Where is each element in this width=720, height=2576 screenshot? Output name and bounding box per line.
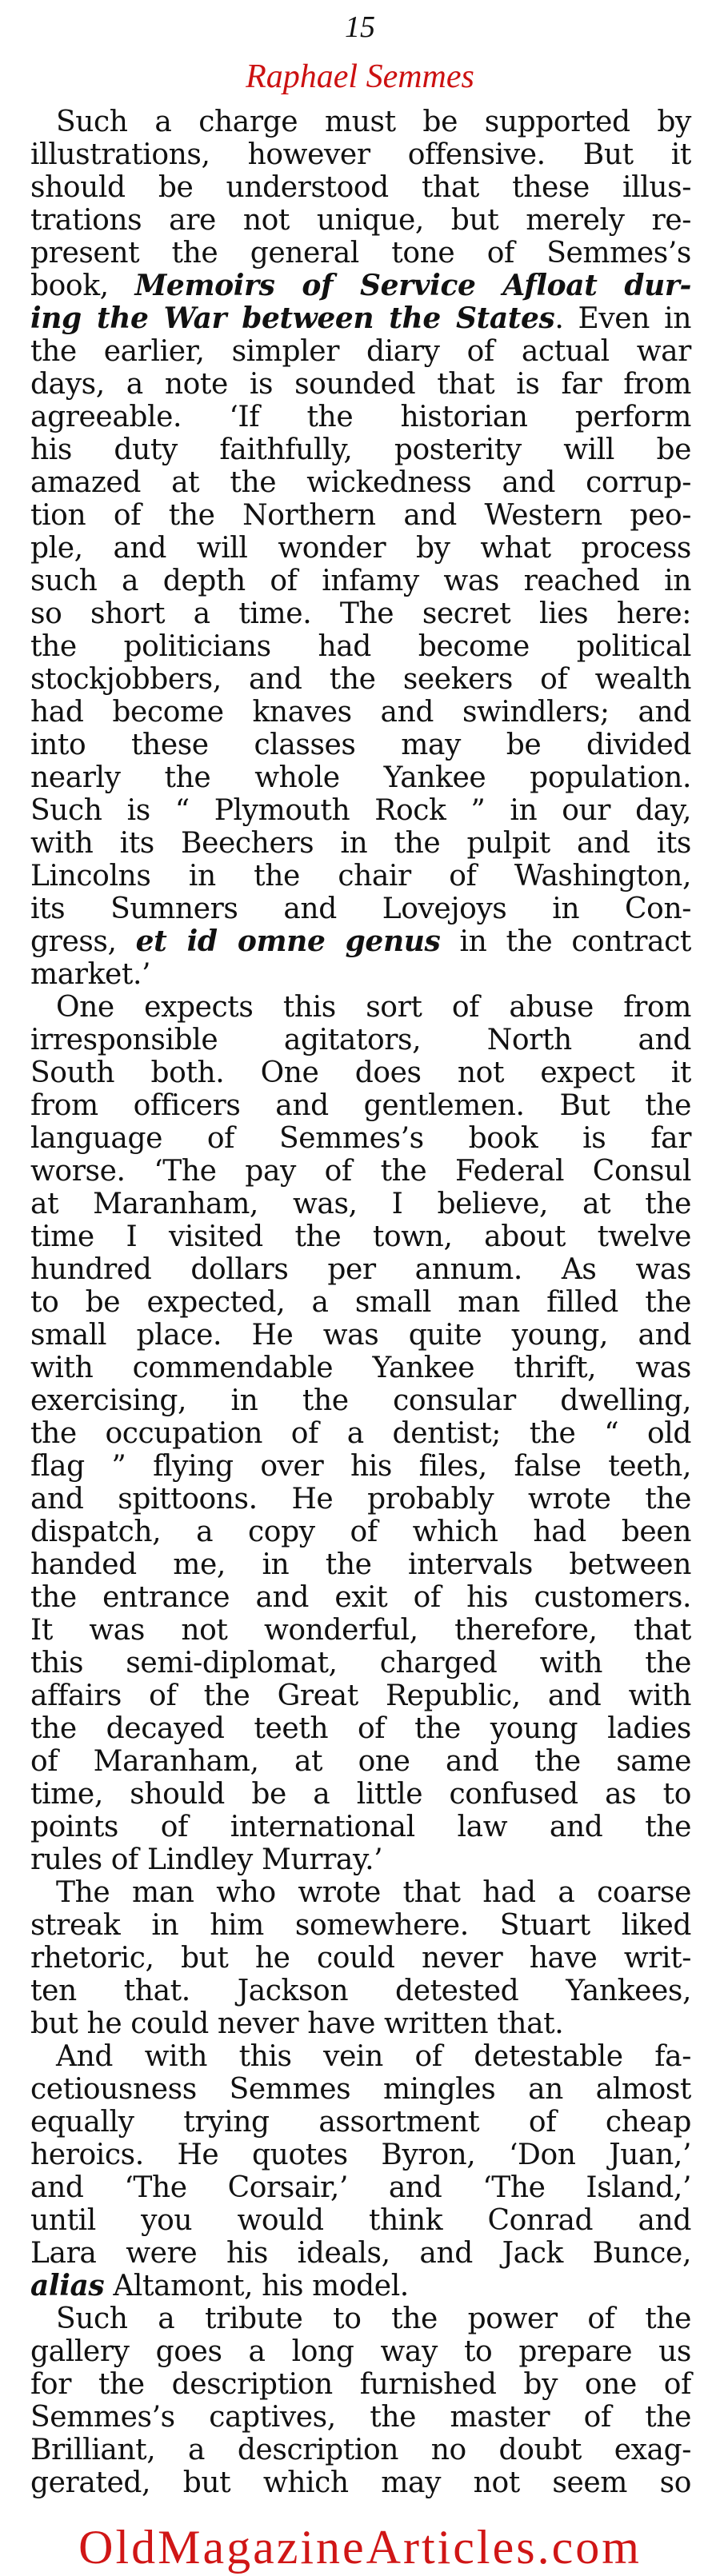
text-line (30, 1614, 691, 1647)
line-italic-text: et id omne genus (135, 925, 441, 958)
line-text: from officers and gentlemen. But the (30, 1089, 691, 1122)
line-text: the decayed teeth of the young ladies (30, 1712, 691, 1745)
text-line (30, 893, 691, 925)
line-italic-text: Memoirs of Service Afloat dur- (134, 269, 691, 302)
line-text: rhetoric, but he could never have writ- (30, 1942, 691, 1975)
line-text: tion of the Northern and Western peo- (30, 499, 691, 532)
text-line (30, 1450, 691, 1483)
text-line (30, 335, 691, 368)
text-line (30, 794, 691, 827)
line-text: into these classes may be divided (30, 729, 691, 761)
line-text: It was not wonderful, therefore, that (30, 1614, 691, 1647)
text-line (30, 2302, 691, 2335)
text-line (30, 1843, 691, 1876)
line-text: handed me, in the intervals between (30, 1548, 691, 1581)
text-line (30, 630, 691, 663)
line-text: gallery goes a long way to prepare us (30, 2335, 691, 2368)
line-text: gress, (30, 925, 136, 958)
line-text: for the description furnished by one of (30, 2368, 691, 2401)
text-line (30, 696, 691, 729)
line-text-continued: in the contract (440, 925, 691, 958)
line-text: market.’ (30, 958, 151, 991)
line-text: time I visited the town, about twelve (30, 1220, 691, 1253)
line-text: language of Semmes’s book is far (30, 1122, 691, 1155)
text-line (30, 1516, 691, 1548)
text-line (30, 2237, 691, 2270)
text-line (30, 1089, 691, 1122)
article-body (30, 106, 691, 2499)
line-text: affairs of the Great Republic, and with (30, 1679, 691, 1712)
text-line (30, 729, 691, 761)
text-line (30, 270, 691, 302)
text-line (30, 2139, 691, 2171)
text-line (30, 171, 691, 204)
text-line (30, 1384, 691, 1417)
text-line (30, 499, 691, 532)
text-line (30, 1679, 691, 1712)
text-line (30, 827, 691, 860)
text-line (30, 1581, 691, 1614)
text-line (30, 2466, 691, 2499)
line-text: Such a charge must be supported by (56, 106, 691, 138)
line-text: Such a tribute to the power of the (56, 2302, 691, 2335)
line-text: trations are not unique, but merely re- (30, 204, 691, 237)
line-text: of Maranham, at one and the same (30, 1745, 691, 1778)
line-text: with commendable Yankee thrift, was (30, 1352, 691, 1384)
line-text: flag ” flying over his files, false teeth, (30, 1450, 691, 1483)
line-text: One expects this sort of abuse from (56, 991, 691, 1024)
line-text: the entrance and exit of his customers. (30, 1581, 691, 1614)
line-text: the occupation of a dentist; the “ old (30, 1417, 691, 1450)
line-text: and spittoons. He probably wrote the (30, 1483, 691, 1516)
line-text: so short a time. The secret lies here: (30, 597, 691, 630)
line-text: equally trying assortment of cheap (30, 2106, 691, 2139)
line-text: worse. ‘The pay of the Federal Consul (30, 1155, 691, 1188)
text-line (30, 466, 691, 499)
line-text: to be expected, a small man filled the (30, 1286, 691, 1319)
text-line (30, 1975, 691, 2007)
text-line (30, 401, 691, 433)
line-text: its Sumners and Lovejoys in Con- (30, 893, 691, 925)
line-text: the earlier, simpler diary of actual war (30, 335, 691, 368)
text-line (30, 565, 691, 597)
line-text: irresponsible agitators, North and (30, 1024, 691, 1056)
page-number: 15 (345, 10, 375, 44)
text-line (30, 433, 691, 466)
line-text: heroics. He quotes Byron, ‘Don Juan,’ (30, 2139, 691, 2171)
text-line (30, 1352, 691, 1384)
text-line (30, 1712, 691, 1745)
line-text: Lincolns in the chair of Washington, (30, 860, 691, 893)
line-text: hundred dollars per annum. As was (30, 1253, 691, 1286)
text-line (30, 2434, 691, 2466)
text-line (30, 958, 691, 991)
text-line (30, 138, 691, 171)
line-text: until you would think Conrad and (30, 2204, 691, 2237)
text-line (30, 1188, 691, 1220)
text-line (30, 2106, 691, 2139)
line-text: at Maranham, was, I believe, at the (30, 1188, 691, 1220)
line-text: rules of Lindley Murray.’ (30, 1843, 383, 1876)
text-line (30, 1319, 691, 1352)
site-footer[interactable] (0, 2519, 720, 2576)
line-text: and ‘The Corsair,’ and ‘The Island,’ (30, 2171, 691, 2204)
line-text: ten that. Jackson detested Yankees, (30, 1975, 691, 2007)
text-line (30, 1253, 691, 1286)
text-line (30, 925, 691, 958)
line-text: agreeable. ‘If the historian perform (30, 401, 691, 433)
text-line (30, 106, 691, 138)
line-text: with its Beechers in the pulpit and its (30, 827, 691, 860)
text-line (30, 1417, 691, 1450)
line-text: book, (30, 270, 135, 302)
line-italic-text: ing the War between the States (30, 302, 555, 335)
text-line (30, 302, 691, 335)
line-text: And with this vein of detestable fa- (56, 2040, 691, 2073)
text-line (30, 2204, 691, 2237)
footer-site-name[interactable]: OldMagazineArticles.com (78, 2521, 642, 2574)
line-text: Lara were his ideals, and Jack Bunce, (30, 2237, 691, 2270)
line-text: present the general tone of Semmes’s (30, 237, 691, 270)
article-header: Raphael Semmes (246, 58, 474, 95)
text-line (30, 1548, 691, 1581)
text-line (30, 1942, 691, 1975)
text-line (30, 1745, 691, 1778)
line-text: should be understood that these illus- (30, 171, 691, 204)
text-line (30, 597, 691, 630)
text-line (30, 1024, 691, 1056)
line-text: streak in him somewhere. Stuart liked (30, 1909, 691, 1942)
line-text: dispatch, a copy of which had been (30, 1516, 691, 1548)
line-text: stockjobbers, and the seekers of wealth (30, 663, 691, 696)
text-line (30, 2040, 691, 2073)
line-text: illustrations, however offensive. But it (30, 138, 691, 171)
line-text: had become knaves and swindlers; and (30, 696, 691, 729)
line-text: this semi-diplomat, charged with the (30, 1647, 691, 1679)
line-text: gerated, but which may not seem so (30, 2466, 691, 2499)
text-line (30, 663, 691, 696)
text-line (30, 1122, 691, 1155)
line-text: Semmes’s captives, the master of the (30, 2401, 691, 2434)
text-line (30, 1909, 691, 1942)
line-text: points of international law and the (30, 1811, 691, 1843)
line-text: South both. One does not expect it (30, 1056, 691, 1089)
line-italic-text: alias (30, 2269, 105, 2302)
line-text: Brilliant, a description no doubt exag- (30, 2434, 691, 2466)
text-line (30, 2171, 691, 2204)
text-line (30, 1286, 691, 1319)
line-text: amazed at the wickedness and corrup- (30, 466, 691, 499)
line-text-continued: . Even in (554, 302, 691, 335)
text-line (30, 1811, 691, 1843)
text-line (30, 1778, 691, 1811)
text-line (30, 761, 691, 794)
line-text-continued: Altamont, his model. (104, 2270, 409, 2302)
text-line (30, 2401, 691, 2434)
line-text: The man who wrote that had a coarse (56, 1876, 691, 1909)
line-text: cetiousness Semmes mingles an almost (30, 2073, 691, 2106)
line-text: nearly the whole Yankee population. (30, 761, 691, 794)
text-line (30, 1056, 691, 1089)
text-line (30, 237, 691, 270)
text-line (30, 2073, 691, 2106)
line-text: but he could never have written that. (30, 2007, 564, 2040)
text-line (30, 1155, 691, 1188)
text-line (30, 2007, 691, 2040)
line-text: time, should be a little confused as to (30, 1778, 691, 1811)
text-line (30, 368, 691, 401)
text-line (30, 204, 691, 237)
text-line (30, 532, 691, 565)
text-line (30, 1220, 691, 1253)
line-text: the politicians had become political (30, 630, 691, 663)
line-text: ple, and will wonder by what process (30, 532, 691, 565)
text-line (30, 1647, 691, 1679)
text-line (30, 2335, 691, 2368)
text-line (30, 2368, 691, 2401)
line-text: Such is “ Plymouth Rock ” in our day, (30, 794, 691, 827)
line-text: small place. He was quite young, and (30, 1319, 691, 1352)
text-line (30, 991, 691, 1024)
line-text: such a depth of infamy was reached in (30, 565, 691, 597)
line-text: his duty faithfully, posterity will be (30, 433, 691, 466)
text-line (30, 1876, 691, 1909)
text-line (30, 1483, 691, 1516)
text-line (30, 2270, 691, 2302)
line-text: exercising, in the consular dwelling, (30, 1384, 691, 1417)
line-text: days, a note is sounded that is far from (30, 368, 691, 401)
text-line (30, 860, 691, 893)
